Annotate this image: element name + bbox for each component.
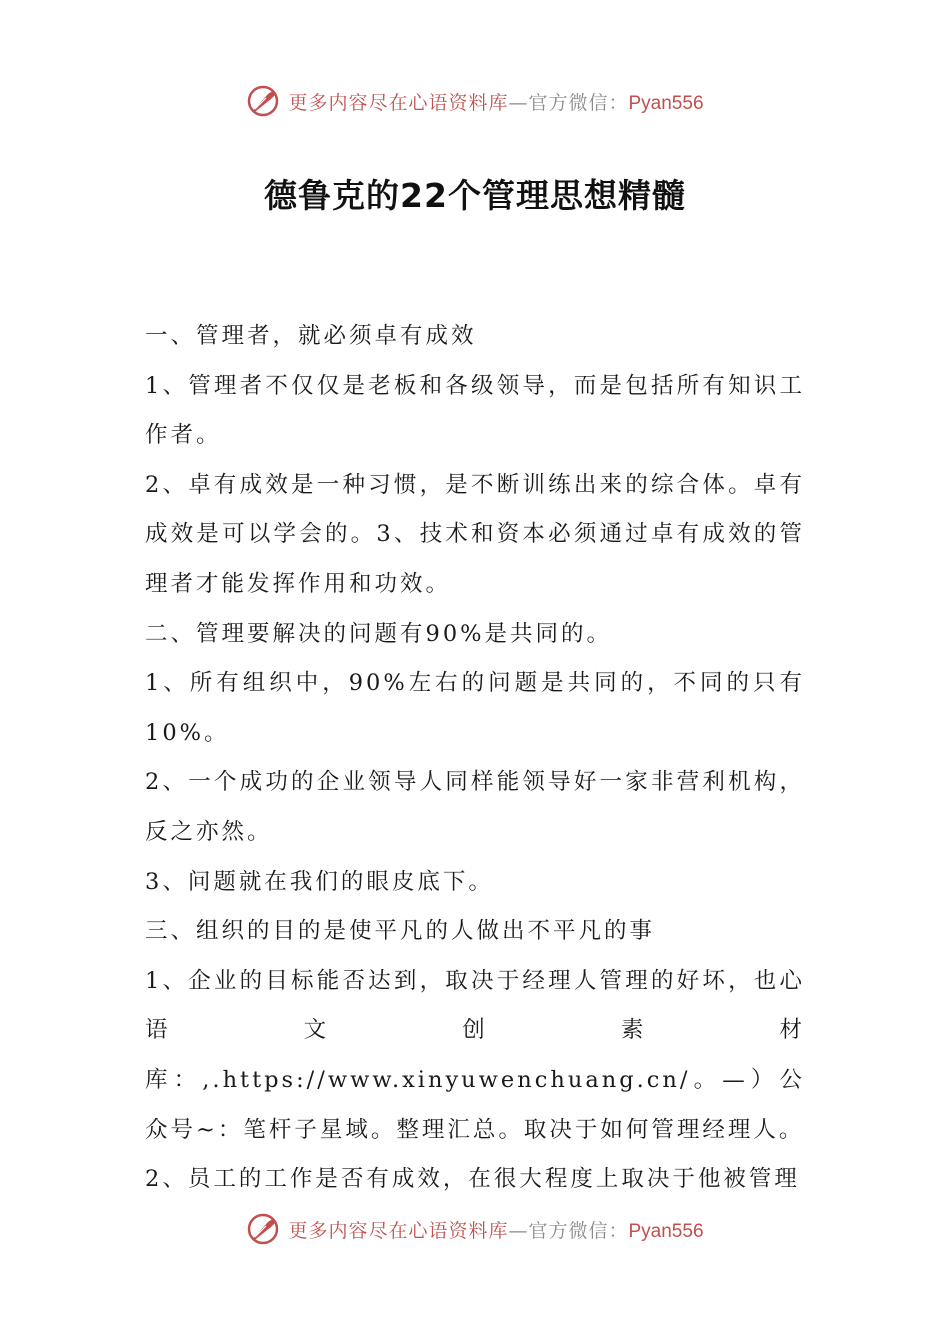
paragraph: 1、管理者不仅仅是老板和各级领导，而是包括所有知识工作者。 <box>145 372 805 449</box>
section-heading-2: 二、管理要解决的问题有90%是共同的。 <box>145 620 613 647</box>
paragraph: 2、员工的工作是否有成效，在很大程度上取决于他被管理 <box>145 1166 800 1193</box>
paragraph: 1、所有组织中，90%左右的问题是共同的，不同的只有10%。 <box>145 670 805 746</box>
banner-dash-text: —官方微信： <box>508 91 629 114</box>
banner-handle: Pyan556 <box>628 92 704 114</box>
quill-logo-icon <box>246 1212 280 1246</box>
paragraph: 2、卓有成效是一种习惯，是不断训练出来的综合体。卓有成效是可以学会的。3、技术和资本必须通过卓有成效的管理者才能发挥作用和功效。 <box>145 471 805 597</box>
banner-dash-text: —官方微信： <box>508 1219 629 1242</box>
paragraph: 3、问题就在我们的眼皮底下。 <box>145 868 494 895</box>
banner-text <box>288 1216 703 1243</box>
paragraph: 1、企业的目标能否达到，取决于经理人管理的好坏，也心语文创素材库：,.https://www.xinyuwenchuang.cn/。—）公众号~：笔杆子星域。整理汇总。取决于如何管理经理人。 <box>145 967 805 1143</box>
section-heading-1: 一、管理者，就必须卓有成效 <box>145 323 477 349</box>
banner-main-text: 更多内容尽在心语资料库 <box>288 91 509 114</box>
banner-text <box>288 88 703 115</box>
banner-handle: Pyan556 <box>628 1220 704 1242</box>
paragraph: 2、一个成功的企业领导人同样能领导好一家非营利机构，反之亦然。 <box>145 769 805 845</box>
section-heading-3: 三、组织的目的是使平凡的人做出不平凡的事 <box>145 918 656 945</box>
document-title: 德鲁克的22个管理思想精髓 <box>264 176 686 215</box>
document-body <box>145 312 805 1205</box>
footer-banner <box>0 1212 950 1246</box>
quill-logo-icon <box>246 84 280 118</box>
header-banner <box>0 84 950 118</box>
banner-main-text: 更多内容尽在心语资料库 <box>288 1219 509 1242</box>
